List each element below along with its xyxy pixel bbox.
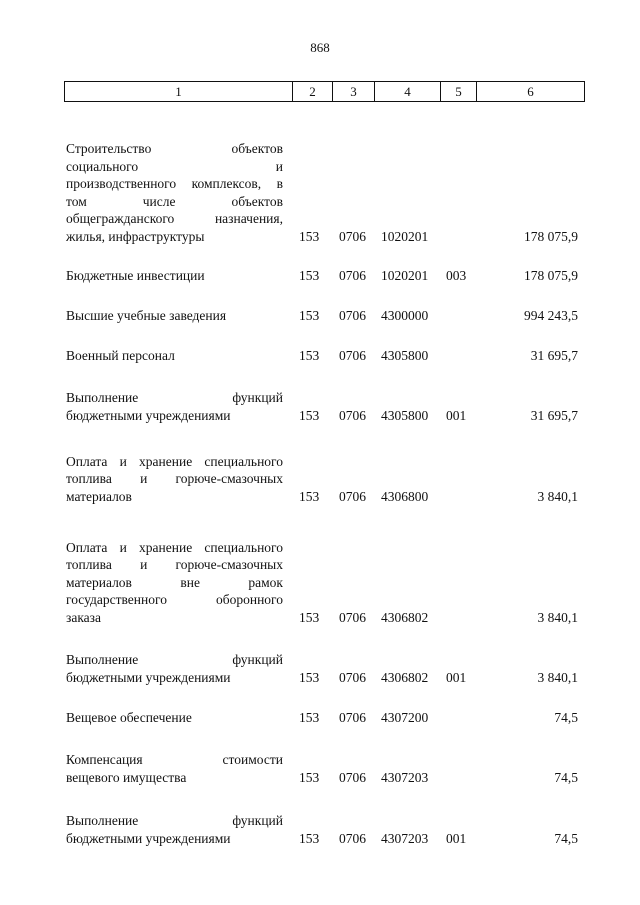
- target-article-code: 4306802: [381, 609, 429, 625]
- target-article-code: 4307203: [381, 830, 429, 846]
- table-row: [0, 304, 640, 324]
- target-article-code: 4300000: [381, 307, 429, 323]
- row-description: [66, 651, 283, 686]
- description-line: Военный персонал: [66, 347, 175, 363]
- target-article-code: 4306802: [381, 669, 429, 685]
- expense-type-code: 001: [446, 407, 467, 423]
- ministry-code: 153: [299, 709, 320, 725]
- description-line: Вещевое обеспечение: [66, 709, 192, 725]
- section-code: 0706: [339, 407, 366, 423]
- target-article-code: 4305800: [381, 347, 429, 363]
- description-line: Оплата и хранение специального: [66, 539, 283, 555]
- amount: 31 695,7: [530, 347, 578, 363]
- description-line: топлива и горюче-смазочных: [66, 471, 283, 486]
- section-code: 0706: [339, 830, 366, 846]
- description-line: Выполнение функций: [66, 390, 283, 405]
- amount: 178 075,9: [524, 228, 578, 244]
- section-code: 0706: [339, 609, 366, 625]
- row-description: [66, 307, 283, 325]
- description-line: Компенсация стоимости: [66, 752, 283, 767]
- row-description: [66, 140, 283, 245]
- column-header-table: [64, 81, 585, 102]
- ministry-code: 153: [299, 307, 320, 323]
- description-line: материалов вне рамок: [66, 574, 283, 590]
- description-line: производственного комплексов, в: [66, 176, 283, 191]
- target-article-code: 1020201: [381, 228, 429, 244]
- description-line: заказа: [66, 609, 101, 625]
- ministry-code: 153: [299, 609, 320, 625]
- target-article-code: 4306800: [381, 488, 429, 504]
- description-line: Выполнение функций: [66, 813, 283, 828]
- column-header-2: 2: [293, 82, 333, 102]
- row-description: [66, 453, 283, 506]
- row-description: [66, 812, 283, 847]
- amount: 994 243,5: [524, 307, 578, 323]
- table-row: [0, 453, 640, 505]
- ministry-code: 153: [299, 830, 320, 846]
- amount: 31 695,7: [530, 407, 578, 423]
- ministry-code: 153: [299, 488, 320, 504]
- section-code: 0706: [339, 307, 366, 323]
- description-line: Бюджетные инвестиции: [66, 267, 205, 283]
- expense-type-code: 003: [446, 267, 467, 283]
- column-header-4: 4: [375, 82, 441, 102]
- amount: 178 075,9: [524, 267, 578, 283]
- ministry-code: 153: [299, 347, 320, 363]
- amount: 3 840,1: [537, 609, 578, 625]
- target-article-code: 4307203: [381, 769, 429, 785]
- column-header-6: 6: [477, 82, 585, 102]
- section-code: 0706: [339, 267, 366, 283]
- table-row: [0, 344, 640, 364]
- column-header-1: 1: [65, 82, 293, 102]
- row-description: [66, 709, 283, 727]
- amount: 74,5: [554, 769, 578, 785]
- expense-type-code: 001: [446, 669, 467, 685]
- expense-type-code: 001: [446, 830, 467, 846]
- table-row: [0, 706, 640, 726]
- description-line: вещевого имущества: [66, 769, 187, 785]
- section-code: 0706: [339, 669, 366, 685]
- section-code: 0706: [339, 709, 366, 725]
- description-line: Строительство объектов: [66, 141, 283, 156]
- section-code: 0706: [339, 228, 366, 244]
- table-row: [0, 264, 640, 284]
- amount: 3 840,1: [537, 488, 578, 504]
- target-article-code: 1020201: [381, 267, 429, 283]
- section-code: 0706: [339, 347, 366, 363]
- table-row: [0, 752, 640, 786]
- column-header-5: 5: [441, 82, 477, 102]
- target-article-code: 4305800: [381, 407, 429, 423]
- row-description: [66, 539, 283, 627]
- description-line: бюджетными учреждениями: [66, 830, 231, 846]
- description-line: том числе объектов: [66, 193, 283, 209]
- section-code: 0706: [339, 488, 366, 504]
- row-description: [66, 267, 283, 285]
- ministry-code: 153: [299, 228, 320, 244]
- table-row: [0, 390, 640, 424]
- ministry-code: 153: [299, 407, 320, 423]
- description-line: бюджетными учреждениями: [66, 669, 231, 685]
- ministry-code: 153: [299, 769, 320, 785]
- description-line: социального и: [66, 158, 283, 174]
- description-line: материалов: [66, 488, 132, 504]
- description-line: общегражданского назначения,: [66, 211, 283, 226]
- description-line: топлива и горюче-смазочных: [66, 557, 283, 572]
- table-row: [0, 141, 640, 245]
- column-header-row: [65, 82, 585, 102]
- column-header-3: 3: [333, 82, 375, 102]
- page-number: 868: [310, 40, 330, 55]
- section-code: 0706: [339, 769, 366, 785]
- description-line: Высшие учебные заведения: [66, 307, 227, 323]
- table-row: [0, 652, 640, 686]
- description-line: Выполнение функций: [66, 652, 283, 667]
- row-description: [66, 389, 283, 424]
- table-row: [0, 539, 640, 626]
- amount: 74,5: [554, 830, 578, 846]
- description-line: Оплата и хранение специального: [66, 453, 283, 469]
- description-line: бюджетными учреждениями: [66, 407, 231, 423]
- description-line: государственного оборонного: [66, 592, 283, 607]
- table-row: [0, 813, 640, 847]
- amount: 74,5: [554, 709, 578, 725]
- ministry-code: 153: [299, 267, 320, 283]
- amount: 3 840,1: [537, 669, 578, 685]
- row-description: [66, 347, 283, 365]
- description-line: жилья, инфраструктуры: [66, 228, 205, 244]
- row-description: [66, 751, 283, 786]
- ministry-code: 153: [299, 669, 320, 685]
- target-article-code: 4307200: [381, 709, 429, 725]
